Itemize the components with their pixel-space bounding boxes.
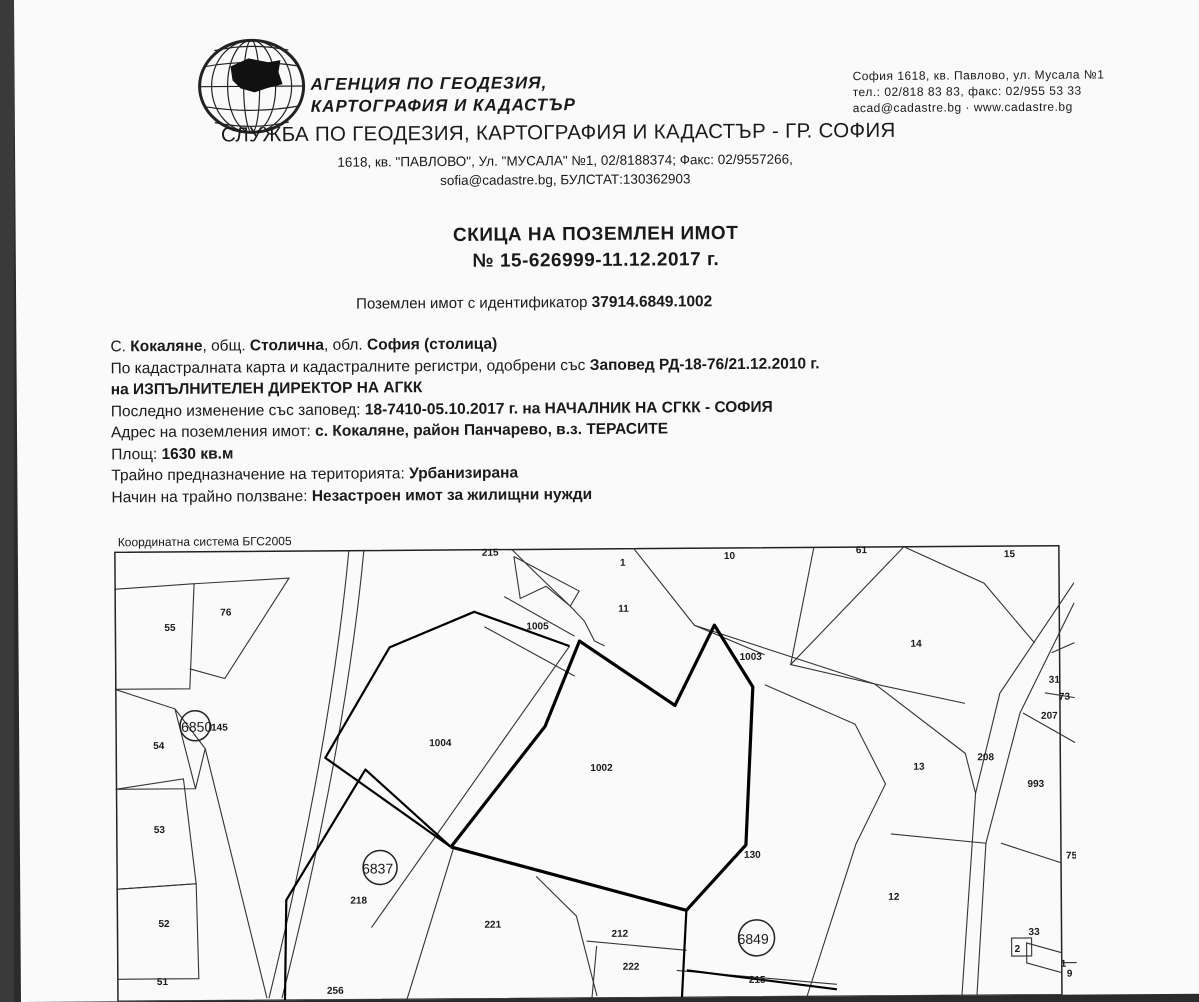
document-page [14, 0, 1199, 1002]
parcel-label-208: 208 [977, 752, 995, 764]
background-edge [0, 0, 14, 1002]
document-number: № 15-626999-11.12.2017 г. [472, 249, 720, 272]
purpose-value: Урбанизирана [409, 464, 519, 483]
agency-contact [852, 66, 1104, 116]
contact-phone: тел.: 02/818 83 83, факс: 02/955 53 33 [852, 83, 1082, 100]
parcel-label-207: 207 [1040, 710, 1058, 722]
last-change-label: Последно изменение със заповед: [110, 401, 361, 420]
identifier-value: 37914.6849.1002 [591, 293, 713, 311]
quarter-label-6849: 6849 [737, 930, 769, 947]
order-issuer: на ИЗПЪЛНИТЕЛЕН ДИРЕКТОР НА АГКК [110, 379, 423, 399]
document-title-block [16, 218, 1176, 278]
identifier-line [356, 293, 712, 313]
parcel-label-215-top: 215 [481, 547, 499, 559]
agency-name [311, 72, 577, 118]
last-change-value: 18-7410-05.10.2017 г. на НАЧАЛНИК НА СГКК - СОФИЯ [364, 398, 773, 419]
village-prefix: С. [110, 338, 126, 356]
usage-line [111, 482, 820, 508]
village-name: Кокаляне [130, 337, 203, 356]
parcel-label-14: 14 [910, 638, 922, 650]
parcel-label-31: 31 [1048, 674, 1060, 686]
coordinate-system: Координатна система БГС2005 [117, 534, 292, 550]
contact-address: София 1618, кв. Павлово, ул. Мусала №1 [852, 67, 1105, 84]
service-name: СЛУЖБА ПО ГЕОДЕЗИЯ, КАРТОГРАФИЯ И КАДАСТЪР - ГР. СОФИЯ [220, 118, 896, 147]
parcel-label-9: 9 [1066, 968, 1073, 980]
approval-text: По кадастралната карта и кадастралните регистри, одобрени със [110, 356, 586, 377]
region-name: София (столица) [366, 335, 498, 354]
parcel-label-33: 33 [1028, 926, 1040, 938]
approval-order: Заповед РД-18-76/21.12.2010 г. [589, 354, 820, 374]
service-address: 1618, кв. "ПАВЛОВО", Ул. "МУСАЛА" №1, 02/8188374; Факс: 02/9557266, [337, 151, 793, 170]
parcel-label-53: 53 [153, 824, 165, 837]
parcel-label-76: 76 [220, 607, 232, 619]
cadastral-map [114, 543, 1077, 1002]
area-label: Площ: [111, 445, 158, 463]
parcel-label-256: 256 [326, 985, 344, 997]
quarter-label-6850: 6850 [181, 718, 213, 735]
region-prefix: , обл. [323, 336, 363, 354]
parcel-label-1003: 1003 [739, 651, 762, 663]
parcel-label-52: 52 [158, 918, 170, 931]
parcel-label-993: 993 [1027, 778, 1045, 790]
municipality-name: Столична [249, 336, 324, 355]
parcel-label-130: 130 [743, 849, 761, 861]
parcel-label-145: 145 [211, 722, 228, 734]
building-label-1-top: 1 [619, 557, 626, 569]
purpose-label: Трайно предназначение на територията: [111, 465, 405, 485]
parcel-label-75: 75 [1065, 850, 1077, 862]
parcel-label-1002: 1002 [590, 762, 613, 774]
parcel-label-11: 11 [618, 603, 629, 615]
building-label-2: 2 [1014, 943, 1021, 956]
parcel-label-10: 10 [723, 550, 736, 563]
parcel-label-212: 212 [611, 928, 629, 940]
parcel-label-215-bottom: 215 [748, 974, 766, 986]
document-title: СКИЦА НА ПОЗЕМЛЕН ИМОТ [452, 222, 739, 246]
parcel-label-12: 12 [888, 891, 900, 903]
identifier-label: Поземлен имот с идентификатор [356, 294, 588, 313]
area-value: 1630 кв.м [161, 444, 234, 463]
parcel-label-1004: 1004 [429, 737, 452, 750]
parcel-label-73: 73 [1058, 691, 1071, 703]
agency-name-line1: АГЕНЦИЯ ПО ГЕОДЕЗИЯ, [310, 73, 548, 94]
property-info [110, 331, 820, 508]
parcel-label-13: 13 [913, 761, 925, 773]
building-label-1-bottom: 1 [1060, 958, 1067, 970]
parcel-label-221: 221 [484, 919, 502, 931]
service-email: sofia@cadastre.bg, БУЛСТАТ:130362903 [439, 171, 691, 189]
parcel-label-61: 61 [855, 545, 868, 557]
parcel-label-51: 51 [156, 976, 169, 989]
contact-web: acad@cadastre.bg · www.cadastre.bg [852, 99, 1073, 116]
municipality-prefix: , общ. [202, 337, 246, 355]
usage-label: Начин на трайно ползване: [111, 487, 308, 506]
parcel-label-15: 15 [1003, 549, 1016, 561]
parcel-label-222: 222 [622, 961, 640, 973]
quarter-label-6837: 6837 [362, 860, 394, 877]
cadastre-globe-logo [196, 36, 307, 137]
address-label: Адрес на поземления имот: [110, 422, 311, 442]
agency-name-line2: КАРТОГРАФИЯ И КАДАСТЪР [310, 95, 577, 116]
parcel-label-54: 54 [153, 740, 165, 753]
parcel-label-1005: 1005 [526, 621, 549, 633]
parcel-label-55: 55 [164, 622, 176, 634]
address-value: с. Кокаляне, район Панчарево, в.з. ТЕРАСИТЕ [315, 420, 669, 440]
parcel-label-218: 218 [350, 895, 368, 907]
usage-value: Незастроен имот за жилищни нужди [311, 485, 593, 505]
service-address-block [15, 147, 1115, 193]
